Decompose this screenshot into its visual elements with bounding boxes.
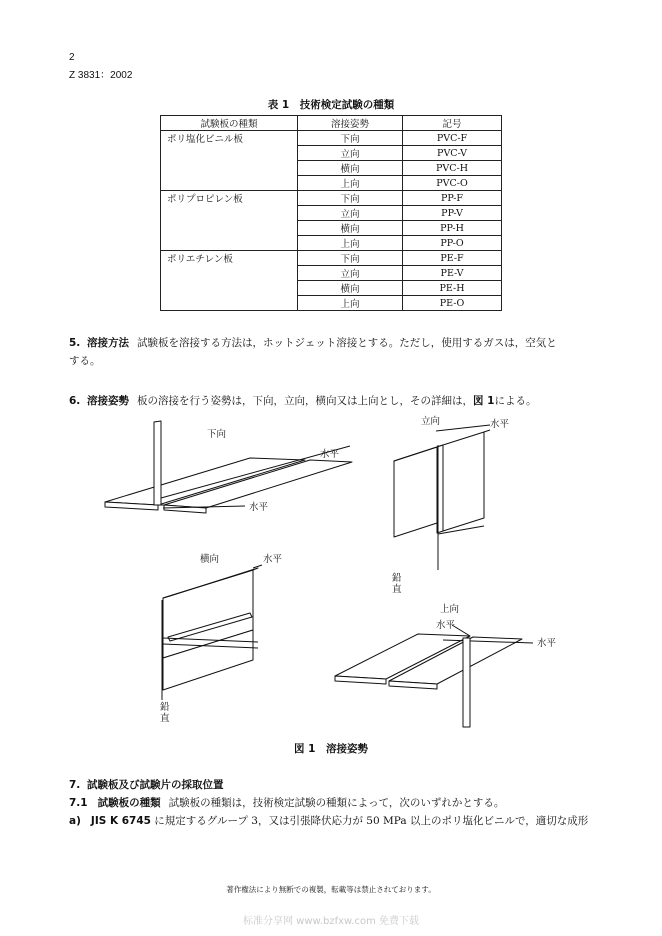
position-cell: 横向 [298,161,403,176]
position-cell: 上向 [298,236,403,251]
vertical-position-diagram [392,415,510,595]
position-cell: 下向 [298,191,403,206]
position-cell: 横向 [298,281,403,296]
label-level: 水平 [249,502,269,513]
material-cell: ポリエチレン板 [161,251,298,311]
list-marker: a) [69,815,81,827]
subsection-title: 試験板の種類 [97,797,161,809]
section-title: 試験板及び試験片の採取位置 [86,779,224,791]
label-horizontal: 横向 [200,554,220,565]
symbol-cell: PE-V [403,266,502,281]
symbol-cell: PE-H [403,281,502,296]
standard-ref: JIS K 6745 [90,815,151,827]
position-cell: 下向 [298,251,403,266]
position-cell: 立向 [298,206,403,221]
position-cell: 上向 [298,176,403,191]
label-level: 水平 [320,449,340,460]
figure-caption: 図 1 溶接姿勢 [294,743,368,755]
material-cell: ポリプロピレン板 [161,191,298,251]
label-flat: 下向 [207,429,227,440]
symbol-cell: PP-O [403,236,502,251]
symbol-cell: PP-F [403,191,502,206]
label-overhead: 上向 [440,604,460,615]
list-item [69,812,597,830]
figure-ref: 図 1 [472,395,495,407]
section-text: 試験板を溶接する方法は，ホットジェット溶接とする。ただし，使用するガスは，空気と [136,337,557,349]
material-cell: ポリ塩化ビニル板 [161,131,298,191]
watermark: 标准分享网 www.bzfxw.com 免费下载 [243,916,419,927]
position-cell: 横向 [298,221,403,236]
section-title: 溶接方法 [86,337,129,349]
table-caption: 表 1 技術検定試験の種類 [267,99,395,111]
page-number: 2 [69,52,75,63]
section-number: 6. [69,395,81,407]
section-text: による。 [494,395,537,407]
section-7-heading [69,776,597,794]
copyright-footer: 著作権法により無断での複製，転載等は禁止されております。 [226,885,436,894]
position-cell: 上向 [298,296,403,311]
symbol-cell: PVC-F [403,131,502,146]
symbol-cell: PVC-O [403,176,502,191]
label-level: 水平 [490,419,510,430]
list-text: に規定するグループ 3，又は引張降伏応力が 50 MPa 以上のポリ塩化ビニルで，適切な成形 [154,815,589,827]
symbol-cell: PP-V [403,206,502,221]
label-plumb: 鉛直 [160,702,170,724]
symbol-cell: PVC-V [403,146,502,161]
symbol-cell: PVC-H [403,161,502,176]
section-number: 5. [69,337,81,349]
flat-position-diagram [105,421,352,513]
subsection-text: 試験板の種類は，技術検定試験の種類によって，次のいずれかとする。 [168,797,505,809]
section-text-cont: する。 [69,355,101,367]
symbol-cell: PP-H [403,221,502,236]
symbol-cell: PE-O [403,296,502,311]
subsection-7-1 [69,794,597,812]
label-level: 水平 [263,554,283,565]
label-plumb: 鉛直 [392,573,402,595]
section-number: 7. [69,779,81,791]
label-level: 水平 [537,638,557,649]
column-header: 試験板の種類 [161,116,298,131]
section-text: 板の溶接を行う姿勢は，下向，立向，横向又は上向とし，その詳細は， [136,395,473,407]
subsection-number: 7.1 [69,797,88,809]
column-header: 溶接姿勢 [298,116,403,131]
section-7 [69,776,597,830]
label-vertical: 立向 [421,416,441,427]
section-title: 溶接姿勢 [86,395,129,407]
position-cell: 下向 [298,131,403,146]
symbol-cell: PE-F [403,251,502,266]
position-cell: 立向 [298,146,403,161]
standard-id: Z 3831：2002 [69,70,133,81]
column-header: 記号 [403,116,502,131]
horizontal-position-diagram [160,553,283,724]
label-level: 水平 [436,620,456,631]
position-cell: 立向 [298,266,403,281]
overhead-position-diagram [335,603,557,727]
